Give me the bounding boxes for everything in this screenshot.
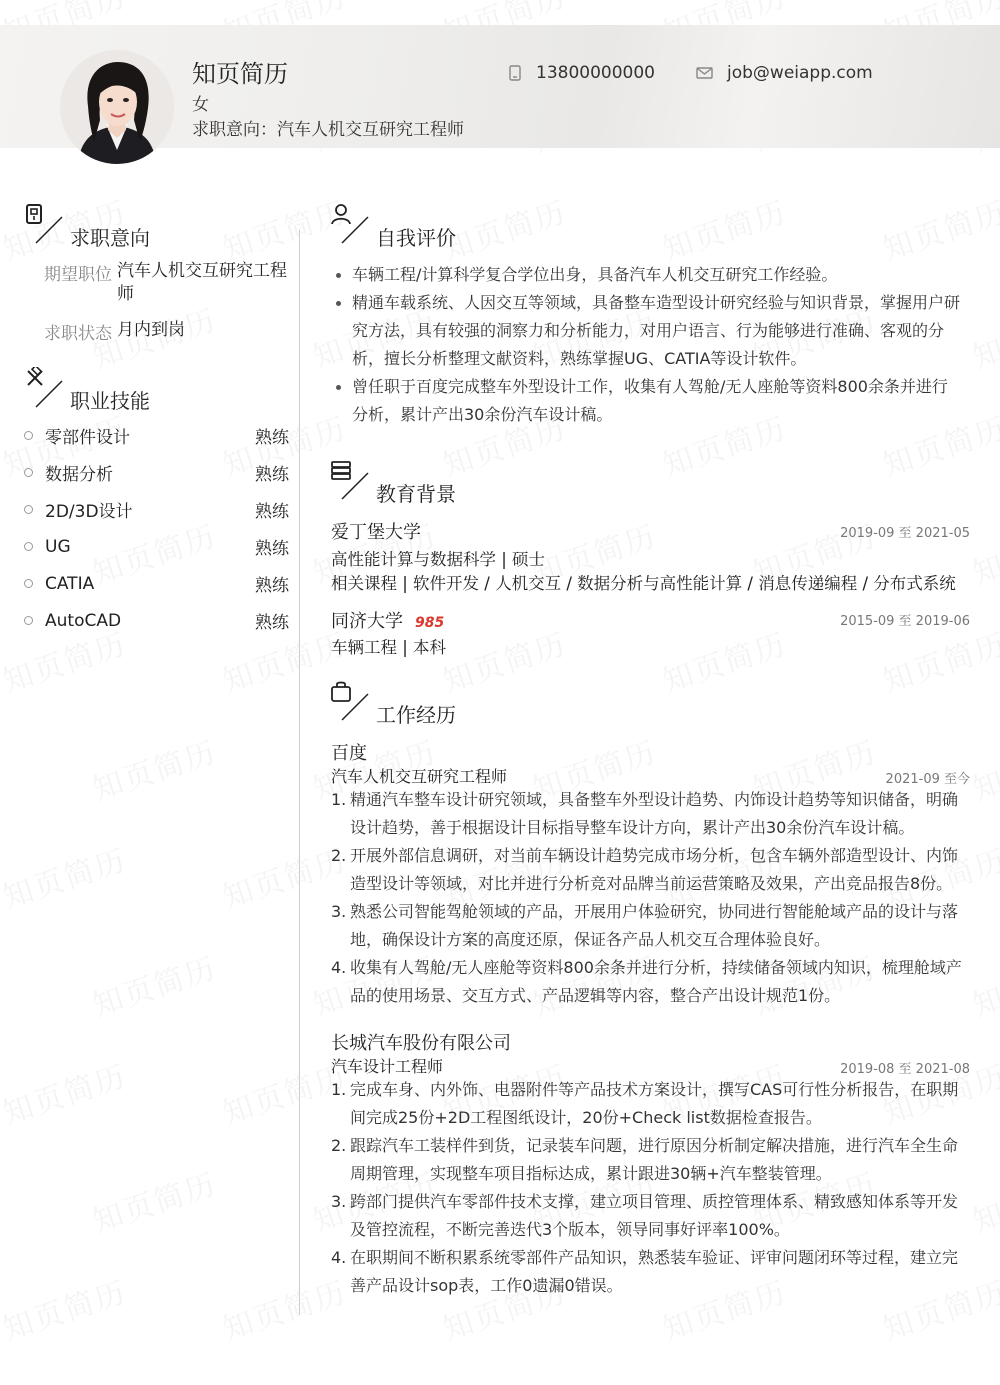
list-item: 4. 在职期间不断积累系统零部件产品知识，熟悉装车验证、评审问题闭环等过程，建立完善产品设计sop表，工作0遗漏0错误。: [331, 1248, 959, 1295]
duty-text: 熟悉公司智能驾舱领域的产品，开展用户体验研究，协同进行智能舱域产品的设计与落地，确保设计方案的高度还原，保证各产品人机交互合理体验良好。: [350, 902, 959, 949]
job-date: 2021-09 至今: [885, 772, 970, 787]
edu-major: 车辆工程 | 本科: [331, 638, 447, 657]
intent-row-key: 求职状态: [44, 324, 112, 344]
skill-item: [24, 423, 289, 448]
job-position: 汽车设计工程师: [331, 1057, 444, 1076]
bullet-dot: [24, 579, 33, 588]
company-name: 百度: [331, 743, 367, 764]
tools-icon: [24, 367, 68, 413]
watermark-text: [526, 1375, 661, 1385]
watermark-text: [966, 727, 1000, 808]
watermark-text: [436, 619, 571, 700]
section-title-skills: 职业技能: [70, 389, 150, 413]
skill-name: 零部件设计: [45, 428, 130, 448]
email-contact: [696, 63, 873, 83]
watermark-text: [86, 1375, 221, 1385]
section-title-work: 工作经历: [376, 703, 456, 727]
section-title-intent: 求职意向: [70, 226, 150, 250]
watermark-text: [0, 1051, 132, 1132]
candidate-intent: 求职意向：汽车人机交互研究工程师: [192, 120, 464, 140]
duty-text: 在职期间不断积累系统零部件产品知识，熟悉装车验证、评审问题闭环等过程，建立完善产品设计sop表，工作0遗漏0错误。: [350, 1248, 959, 1295]
bag-icon: [330, 680, 374, 726]
job-position: 汽车人机交互研究工程师: [331, 767, 508, 786]
watermark-text: [966, 295, 1000, 376]
duty-text: 完成车身、内外饰、电器附件等产品技术方案设计，撰写CAS可行性分析报告，在职期间完成25份+2D工程图纸设计，20份+Check list数据检查报告。: [350, 1080, 959, 1127]
edu-major: 高性能计算与数据科学 | 硕士: [331, 550, 546, 569]
skill-item: [24, 608, 289, 633]
duty-text: 跟踪汽车工装样件到货，记录装车问题，进行原因分析制定解决措施，进行汽车全生命周期管理，实现整车项目指标达成，累计跟进30辆+汽车整装管理。: [350, 1136, 959, 1183]
list-item: 车辆工程/计算科学复合学位出身，具备汽车人机交互研究工作经验。: [332, 261, 962, 289]
candidate-gender: 女: [192, 95, 209, 115]
watermark-text: [86, 943, 221, 1024]
watermark-text: [306, 1375, 441, 1385]
duty-text: 跨部门提供汽车零部件技术支撑，建立项目管理、质控管理体系、精致感知体系等开发及管控流程，不断完善迭代3个版本，领导同事好评率100%。: [350, 1192, 959, 1239]
intent-row-value: 月内到岗: [117, 320, 185, 340]
intent-row-value: 汽车人机交互研究工程师: [117, 261, 287, 304]
company-name: 长城汽车股份有限公司: [331, 1033, 511, 1054]
edu-courses: 相关课程 | 软件开发 / 人机交互 / 数据分析与高性能计算 / 消息传递编程 / 分布式系统: [331, 574, 956, 593]
intent-row-status: [44, 319, 289, 344]
phone-contact: [508, 63, 655, 83]
watermark-text: [436, 187, 571, 268]
list-item: 3. 熟悉公司智能驾舱领域的产品，开展用户体验研究，协同进行智能舱域产品的设计与落地，确保设计方案的高度还原，保证各产品人机交互合理体验良好。: [331, 902, 959, 949]
list-item: 2. 跟踪汽车工装样件到货，记录装车问题，进行原因分析制定解决措施，进行汽车全生命周期管理，实现整车项目指标达成，累计跟进30辆+汽车整装管理。: [331, 1136, 959, 1183]
list-item: 4. 收集有人驾舱/无人座舱等资料800余条并进行分析，持续储备领域内知识，梳理舱域产品的使用场景、交互方式、产品逻辑等内容，整合产出设计规范1份。: [331, 958, 962, 1005]
watermark-text: [746, 1375, 881, 1385]
badge-985: 985: [415, 615, 445, 631]
skill-name: CATIA: [45, 573, 95, 594]
list-item: 1. 完成车身、内外饰、电器附件等产品技术方案设计，撰写CAS可行性分析报告，在职期间完成25份+2D工程图纸设计，20份+Check list数据检查报告。: [331, 1080, 959, 1127]
candidate-name: 知页简历: [192, 60, 288, 88]
list-item: 精通车载系统、人因交互等领域，具备整车造型设计研究经验与知识背景，掌握用户研究方法，具有较强的洞察力和分析能力，对用户语言、行为能够进行准确、客观的分析，擅长分析整理文献资料，熟练掌握UG、CATIA等设计软件。: [332, 289, 962, 373]
skill-name: 2D/3D设计: [45, 502, 133, 522]
avatar: [60, 50, 174, 164]
list-item: 3. 跨部门提供汽车零部件技术支撑，建立项目管理、质控管理体系、精致感知体系等开发及管控流程，不断完善迭代3个版本，领导同事好评率100%。: [331, 1192, 959, 1239]
school-name: 同济大学: [331, 611, 403, 632]
skill-item: [24, 534, 289, 559]
watermark-text: [0, 835, 132, 916]
list-item: 2. 开展外部信息调研，对当前车辆设计趋势完成市场分析，包含车辆外部造型设计、内饰造型设计等领域，对比并进行分析竞对品牌当前运营策略及效果，产出竞品报告8份。: [331, 846, 959, 893]
watermark-text: [966, 1159, 1000, 1240]
person-icon: [330, 203, 374, 249]
skill-level: 熟练: [255, 539, 289, 559]
skill-item: [24, 571, 289, 596]
bullet-dot: [24, 505, 33, 514]
watermark-text: [656, 619, 791, 700]
skill-level: 熟练: [255, 613, 289, 633]
section-title-education: 教育背景: [376, 482, 456, 506]
bullet-dot: [24, 542, 33, 551]
mail-icon: [696, 66, 713, 80]
section-title-self-eval: 自我评价: [376, 226, 456, 250]
skill-item: [24, 497, 289, 522]
duty-text: 精通汽车整车设计研究领域，具备整车外型设计趋势、内饰设计趋势等知识储备，明确设计趋势，善于根据设计目标指导整车设计方向，累计产出30余份汽车设计稿。: [350, 790, 959, 837]
list-item: 1. 精通汽车整车设计研究领域，具备整车外型设计趋势、内饰设计趋势等知识储备，明确设计趋势，善于根据设计目标指导整车设计方向，累计产出30余份汽车设计稿。: [331, 790, 959, 837]
duty-list: [331, 1076, 963, 1300]
watermark-text: [656, 187, 791, 268]
job-date: 2019-08 至 2021-08: [840, 1062, 970, 1077]
skill-name: AutoCAD: [45, 610, 122, 631]
watermark-text: [966, 1375, 1000, 1385]
skill-item: [24, 460, 289, 485]
watermark-text: [86, 1159, 221, 1240]
watermark-text: [86, 727, 221, 808]
column-divider: [299, 230, 300, 1315]
skill-level: 熟练: [255, 428, 289, 448]
skill-level: 熟练: [255, 576, 289, 596]
bullet-dot: [24, 431, 33, 440]
edu-date: 2015-09 至 2019-06: [840, 614, 970, 629]
edu-date: 2019-09 至 2021-05: [840, 526, 970, 541]
skill-level: 熟练: [255, 465, 289, 485]
duty-text: 开展外部信息调研，对当前车辆设计趋势完成市场分析，包含车辆外部造型设计、内饰造型设计等领域，对比并进行分析竞对品牌当前运营策略及效果，产出竞品报告8份。: [350, 846, 959, 893]
email-address: job@weiapp.com: [727, 63, 873, 83]
duty-text: 收集有人驾舱/无人座舱等资料800余条并进行分析，持续储备领域内知识，梳理舱域产品的使用场景、交互方式、产品逻辑等内容，整合产出设计规范1份。: [350, 958, 962, 1005]
watermark-text: [966, 511, 1000, 592]
watermark-text: [876, 619, 1000, 700]
phone-icon: [508, 65, 522, 81]
skill-name: 数据分析: [45, 465, 113, 485]
school-entry: [331, 607, 444, 633]
self-eval-list: [332, 261, 962, 429]
school-name: 爱丁堡大学: [331, 522, 421, 543]
intent-row-key: 期望职位: [44, 265, 112, 285]
skill-level: 熟练: [255, 502, 289, 522]
books-icon: [330, 459, 374, 505]
watermark-text: [876, 187, 1000, 268]
briefcase-icon: [24, 203, 68, 249]
watermark-text: [0, 1267, 132, 1348]
phone-number: 13800000000: [536, 63, 655, 83]
list-item: 曾任职于百度完成整车外型设计工作，收集有人驾舱/无人座舱等资料800余条并进行分析，累计产出30余份汽车设计稿。: [332, 373, 962, 429]
bullet-dot: [24, 616, 33, 625]
watermark-text: [966, 943, 1000, 1024]
skill-name: UG: [45, 536, 71, 557]
duty-list: [331, 786, 963, 1010]
intent-row-position: [44, 260, 289, 306]
bullet-dot: [24, 468, 33, 477]
